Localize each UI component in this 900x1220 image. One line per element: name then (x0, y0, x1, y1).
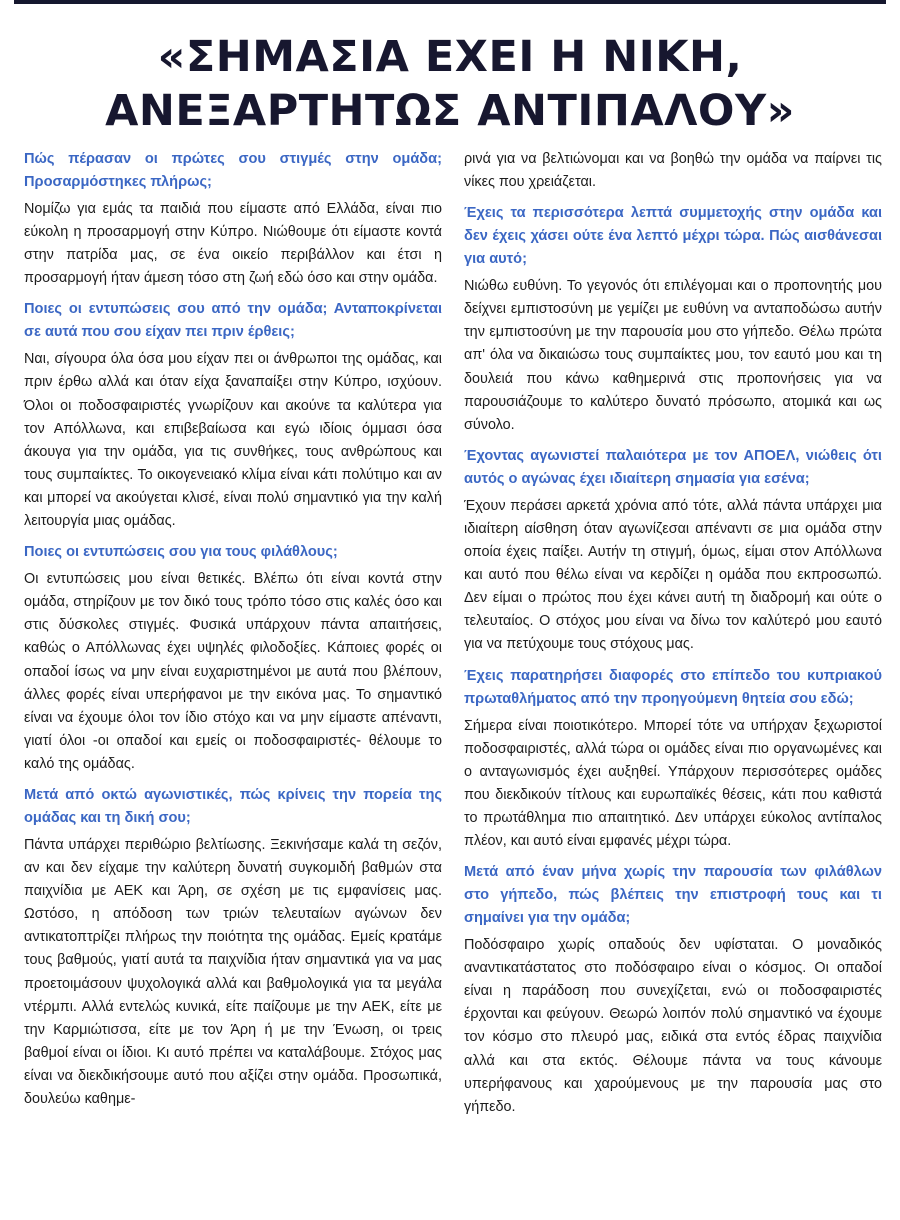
interview-answer: Ποδόσφαιρο χωρίς οπαδούς δεν υφίσταται. Ο μοναδικός αναντικατάστατος στο ποδόσφαιρο είναι ο κόσμος. Οι οπαδοί είναι η παράδοση που συνεχίζεται, ενώ οι ποδοσφαιριστές έρχονται και φεύγουν. Θεωρώ λοιπόν πολύ σημαντικό να έχουμε τον κόσμο στο πλευρό μας, ειδικά στα εντός έδρας παιχνίδια αλλά και στα εκτός. Θέλουμε πάντα να τους κάνουμε υπερήφανους και χαρούμενους με την παρουσία μας στο γήπεδο. (464, 937, 882, 1115)
interview-answer: Σήμερα είναι ποιοτικότερο. Μπορεί τότε να υπήρχαν ξεχωριστοί ποδοσφαιριστές, αλλά τώρα οι ομάδες είναι πιο οργανωμένες και ο ανταγωνισμός έχει αυξηθεί. Υπάρχουν περισσότερες ομάδες που διεκδικούν τίτλους και ευρωπαϊκές θέσεις, κάτι που καθιστά το πρωτάθλημα πιο απαιτητικό. Δεν υπάρχει εύκολος αντίπαλος πλέον, και αυτό είναι εμφανές μέχρι τώρα. (464, 717, 882, 849)
interview-question: Έχεις παρατηρήσει διαφορές στο επίπεδο του κυπριακού πρωταθλήματος από την προηγούμενη θητεία σου εδώ; (464, 667, 882, 707)
interview-question: Πώς πέρασαν οι πρώτες σου στιγμές στην ομάδα; Προσαρμόστηκες πλήρως; (24, 151, 442, 190)
qa-block (20, 298, 442, 533)
interview-answer: Νιώθω ευθύνη. Το γεγονός ότι επιλέγομαι και ο προπονητής μου δείχνει εμπιστοσύνη με γεμίζει με ευθύνη να ανταποδώσω αυτήν την εμπιστοσύνη με την παρουσία μου στο γήπεδο. Θέλω πρώτα απ' όλα να δικαιώσω τους συμπαίκτες μου, τον εαυτό μου και τη δουλειά που κάνω καθημερινά στις προπονήσεις για να παρουσιάζουμε το καλύτερο δυνατό πρόσωπο, ατομικά και ως σύνολο. (464, 278, 882, 433)
qa-block (460, 861, 882, 1119)
top-border-bar (14, 0, 886, 4)
interview-question: Μετά από οκτώ αγωνιστικές, πώς κρίνεις την πορεία της ομάδας και τη δική σου; (24, 786, 442, 826)
right-column (460, 148, 882, 1210)
interview-question: Έχοντας αγωνιστεί παλαιότερα με τον ΑΠΟΕΛ, νιώθεις ότι αυτός ο αγώνας έχει ιδιαίτερη σημασία για εσένα; (464, 447, 882, 487)
interview-answer: Πάντα υπάρχει περιθώριο βελτίωσης. Ξεκινήσαμε καλά τη σεζόν, αν και δεν είχαμε την καλύτερη δυνατή συγκομιδή βαθμών στα παιχνίδια με ΑΕΚ και Άρη, σε σχέση με τις εμφανίσεις μας. Ωστόσο, η απόδοση των τριών τελευταίων αγώνων δεν αντικατοπτρίζει πλήρως την ποιότητα της ομάδας. Εμείς κρατάμε τους βαθμούς, γιατί αυτά τα παιχνίδια ήταν σημαντικά για να μας προετοιμάσουν ψυχολογικά αλλά και βαθμολογικά για τα μεγάλα ντέρμπι. Αλλά εντελώς κυνικά, είτε παίζουμε με την ΑΕΚ, είτε με την Καρμιώτισσα, είτε με τον Άρη ή με την Ένωση, οι τρεις βαθμοί είναι οι ίδιοι. Κι αυτό πρέπει να καταλάβουμε. Στόχος μας είναι να διεκδικήσουμε αυτό που αξίζει στην ομάδα. Προσωπικά, δουλεύω καθημε- (24, 836, 442, 1107)
interview-answer: Έχουν περάσει αρκετά χρόνια από τότε, αλλά πάντα υπάρχει μια ιδιαίτερη αίσθηση όταν αγωνίζεσαι απέναντι σε μια ομάδα στην οποία έχεις παίξει. Αυτήν τη στιγμή, όμως, είμαι στον Απόλλωνα και αυτό που θέλω είναι να κερδίζει η ομάδα που εκπροσωπώ. Δεν είμαι ο πρώτος που έχει κάνει αυτή τη διαδρομή και ούτε ο τελευταίος. Ο στόχος μου είναι να δίνω τον καλύτερό μου εαυτό για να πετύχουμε τους στόχους μας. (464, 497, 882, 653)
left-column (20, 148, 442, 1210)
qa-block (20, 784, 442, 1111)
interview-answer: Νομίζω για εμάς τα παιδιά που είμαστε από Ελλάδα, είναι πιο εύκολη η προσαρμογή στην Κύπρο. Νιώθουμε ότι είμαστε κοντά στην πατρίδα μας, σε ένα οικείο περιβάλλον και έτσι η προσαρμογή ήταν άμεση τόσο στη ζωή εδώ όσο και στην ομάδα. (24, 201, 442, 287)
interview-answer-continuation: ρινά για να βελτιώνομαι και να βοηθώ την ομάδα να παίρνει τις νίκες που χρειάζεται. (464, 151, 882, 191)
qa-block (460, 665, 882, 854)
interview-question: Έχεις τα περισσότερα λεπτά συμμετοχής στην ομάδα και δεν έχεις χάσει ούτε ένα λεπτό μέχρι τώρα. Πώς αισθάνεσαι για αυτό; (464, 205, 882, 268)
qa-block (460, 202, 882, 437)
interview-answer: Ναι, σίγουρα όλα όσα μου είχαν πει οι άνθρωποι της ομάδας, και πριν έρθω αλλά και όταν είχα ξαναπαίξει στην Κύπρο, ισχύουν. Όλοι οι ποδοσφαιριστές γνωρίζουν και ακούνε τα καλύτερα για τον Απόλλωνα, και επιβεβαίωσα και εγώ ιδίοις όμμασι όσα άκουγα για την ομάδα, για τις συνθήκες, τους ανθρώπους και τους συμπαίκτες. Το οικογενειακό κλίμα είναι κάτι πολύτιμο και αν και μπορεί να ακούγεται κλισέ, είναι πολύ σημαντικό για την καλή λειτουργία μιας ομάδας. (24, 351, 442, 530)
interview-question: Μετά από έναν μήνα χωρίς την παρουσία των φιλάθλων στο γήπεδο, πώς βλέπεις την επιστροφή τους και τι σημαίνει για την ομάδα; (464, 864, 882, 927)
page-title-line-1: «ΣΗΜΑΣΙΑ ΕΧΕΙ Η ΝΙΚΗ, (157, 32, 743, 82)
interview-question: Ποιες οι εντυπώσεις σου για τους φιλάθλους; (24, 544, 338, 561)
article-columns (20, 148, 882, 1210)
page-title (0, 30, 900, 138)
qa-block (20, 148, 442, 290)
qa-block (20, 541, 442, 776)
interview-answer: Οι εντυπώσεις μου είναι θετικές. Βλέπω ότι είναι κοντά στην ομάδα, στηρίζουν με τον δικό τους τρόπο τόσο στις καλές όσο και στις δύσκολες στιγμές. Φυσικά υπάρχουν πάντα απαιτήσεις, καθώς ο Απόλλωνας έχει υψηλές φιλοδοξίες. Κάποιες φορές οι οπαδοί ίσως να μην είναι ευχαριστημένοι με αυτά που βλέπουν, άλλες φορές είναι υπερήφανοι με την εικόνα μας. Το σημαντικό είναι να έχουμε όλοι τον ίδιο στόχο και να μην είμαστε απέναντι, γιατί όλοι -οι οπαδοί και εμείς οι ποδοσφαιριστές- θέλουμε το καλό της ομάδας. (24, 571, 442, 772)
qa-block-continuation (460, 148, 882, 194)
interview-question: Ποιες οι εντυπώσεις σου από την ομάδα; Ανταποκρίνεται σε αυτά που σου είχαν πει πριν έρθεις; (24, 301, 442, 341)
page-title-line-2: ΑΝΕΞΑΡΤΗΤΩΣ ΑΝΤΙΠΑΛΟΥ» (105, 86, 795, 136)
qa-block (460, 445, 882, 657)
